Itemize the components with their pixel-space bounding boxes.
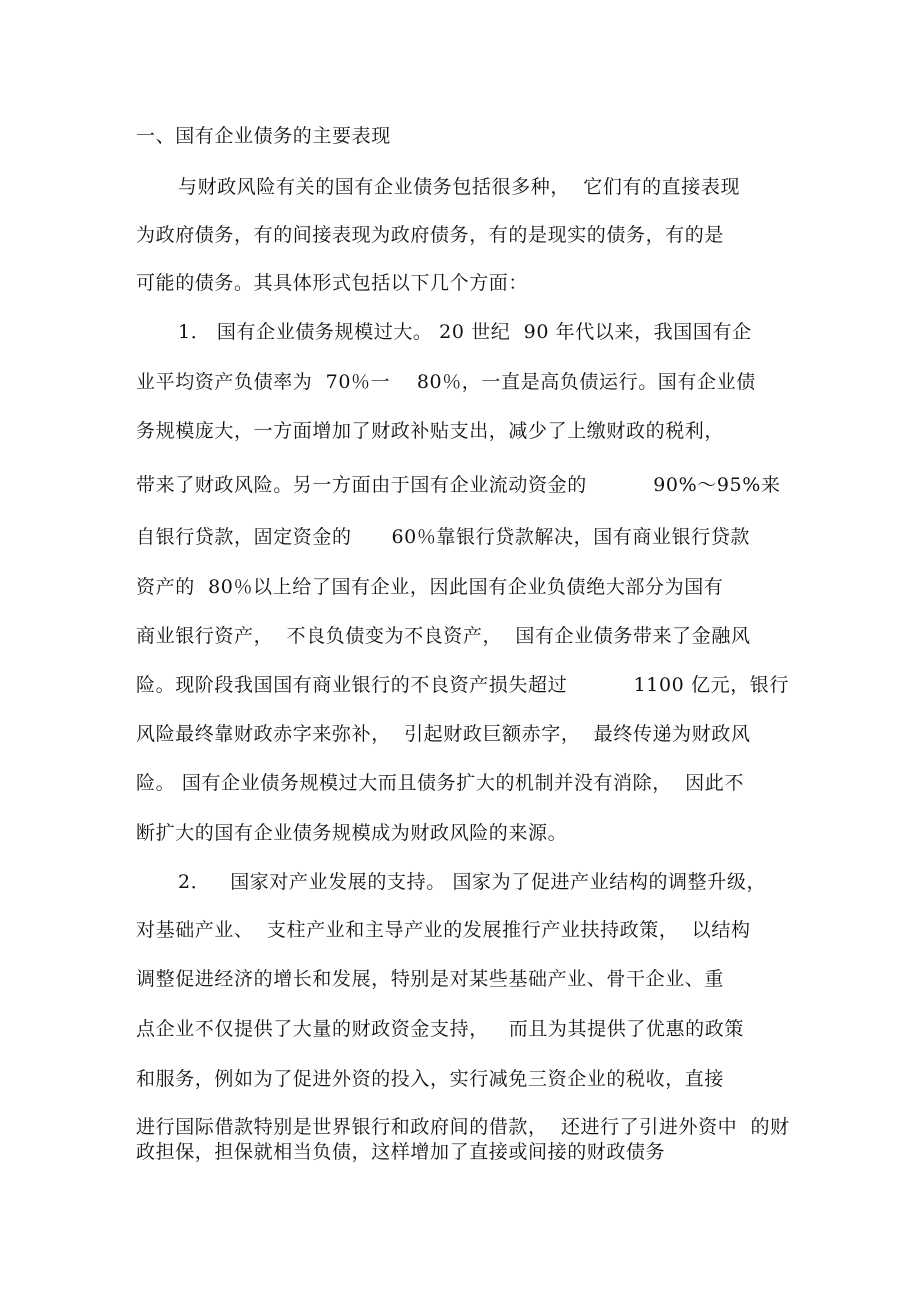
intro-line-3: 可能的债务。其具体形式包括以下几个方面：	[136, 272, 529, 294]
section2-line-3: 调整促进经济的增长和发展，特别是对某些基础产业、骨干企业、重	[136, 968, 725, 990]
section1-line-8: 险。现阶段我国国有商业银行的不良资产损失超过 1100 亿元，银行	[136, 674, 789, 696]
section2-line-7: 政担保，担保就相当负债，这样增加了直接或间接的财政债务	[136, 1141, 666, 1163]
section1-line-3: 务规模庞大，一方面增加了财政补贴支出，减少了上缴财政的税利，	[136, 420, 725, 442]
section2-line-2: 对基础产业、 支柱产业和主导产业的发展推行产业扶持政策， 以结构	[136, 919, 751, 941]
section1-line-10: 险。 国有企业债务规模过大而且债务扩大的机制并没有消除， 因此不	[136, 772, 744, 794]
section1-line-4: 带来了财政风险。另一方面由于国有企业流动资金的 90%～95%来	[136, 474, 781, 496]
section1-line-2: 业平均资产负债率为 70％一 80％，一直是高负债运行。国有企业债	[136, 371, 756, 393]
intro-line-2: 为政府债务，有的间接表现为政府债务，有的是现实的债务，有的是	[136, 224, 725, 246]
section1-line-1: 1． 国有企业债务规模过大。 20 世纪 90 年代以来，我国国有企	[178, 321, 752, 343]
section-heading: 一、国有企业债务的主要表现	[136, 125, 391, 147]
section1-line-11: 断扩大的国有企业债务规模成为财政风险的来源。	[136, 822, 568, 844]
section1-line-5: 自银行贷款，固定资金的 60％靠银行贷款解决，国有商业银行贷款	[136, 526, 751, 548]
section2-line-5: 和服务，例如为了促进外资的投入，实行减免三资企业的税收，直接	[136, 1068, 725, 1090]
section1-line-6: 资产的 80％以上给了国有企业，因此国有企业负债绝大部分为国有	[136, 576, 724, 598]
section1-line-9: 风险最终靠财政赤字来弥补， 引起财政巨额赤字， 最终传递为财政风	[136, 723, 751, 745]
section2-line-6: 进行国际借款特别是世界银行和政府间的借款， 还进行了引进外资中 的财	[136, 1116, 790, 1138]
section2-line-1: 2． 国家对产业发展的支持。 国家为了促进产业结构的调整升级，	[178, 871, 767, 893]
section1-line-7: 商业银行资产， 不良负债变为不良资产， 国有企业债务带来了金融风	[136, 625, 751, 647]
intro-line-1: 与财政风险有关的国有企业债务包括很多种， 它们有的直接表现	[178, 176, 741, 198]
section2-line-4: 点企业不仅提供了大量的财政资金支持， 而且为其提供了优惠的政策	[136, 1018, 744, 1040]
